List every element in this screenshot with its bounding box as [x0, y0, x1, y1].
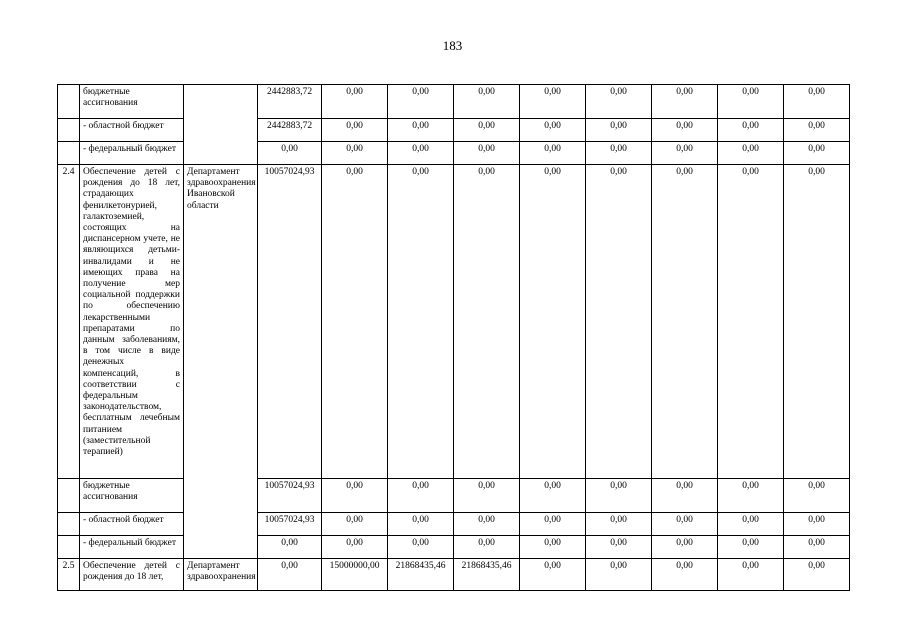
row-label: Обеспечение детей с рождения до 18 лет, страдающих фенилкетонурией, галактоземией, состоящих на диспансерном учете, не являющихся детьми-инвалидами и не имеющих права на получение мер социальной поддержки по обеспечению лекарственными препаратами по данным заболеваниям, в том числе в виде денежных компенсаций, в соответствии с федеральным законодательством, бесплатным лечебным питанием (заместительной терапией): [80, 165, 184, 479]
value-cell: 0,00: [784, 119, 850, 142]
row-index: 2.4: [58, 165, 80, 479]
table-row: [58, 142, 850, 165]
value-cell: 0,00: [652, 559, 718, 591]
value-cell: 0,00: [258, 559, 322, 591]
value-cell: 0,00: [652, 85, 718, 119]
value-cell: 0,00: [718, 559, 784, 591]
value-cell: 0,00: [784, 479, 850, 513]
value-cell: 0,00: [586, 85, 652, 119]
row-index: [58, 536, 80, 559]
value-cell: 10057024,93: [258, 513, 322, 536]
value-cell: 10057024,93: [258, 165, 322, 479]
value-cell: 0,00: [784, 85, 850, 119]
value-cell: 0,00: [388, 142, 454, 165]
value-cell: 0,00: [322, 513, 388, 536]
value-cell: 0,00: [388, 85, 454, 119]
value-cell: 0,00: [718, 142, 784, 165]
value-cell: 0,00: [586, 165, 652, 479]
value-cell: 0,00: [652, 165, 718, 479]
row-label: Обеспечение детей с рождения до 18 лет,: [80, 559, 184, 591]
budget-table: [57, 84, 850, 591]
value-cell: 0,00: [388, 479, 454, 513]
value-cell: 0,00: [454, 479, 520, 513]
value-cell: 0,00: [784, 142, 850, 165]
row-label: бюджетные ассигнования: [80, 479, 184, 513]
value-cell: 21868435,46: [388, 559, 454, 591]
row-index: 2.5: [58, 559, 80, 591]
value-cell: 0,00: [784, 559, 850, 591]
value-cell: 0,00: [586, 536, 652, 559]
table-row: [58, 559, 850, 591]
value-cell: 0,00: [454, 536, 520, 559]
table-row: [58, 119, 850, 142]
value-cell: 10057024,93: [258, 479, 322, 513]
value-cell: 0,00: [652, 536, 718, 559]
table-row: [58, 536, 850, 559]
value-cell: 0,00: [586, 513, 652, 536]
value-cell: 0,00: [322, 536, 388, 559]
responsible-cell: Департамент здравоохранения Ивановской области: [184, 165, 258, 559]
value-cell: 0,00: [652, 119, 718, 142]
value-cell: 0,00: [258, 536, 322, 559]
value-cell: 0,00: [718, 85, 784, 119]
value-cell: 0,00: [454, 142, 520, 165]
value-cell: 0,00: [718, 165, 784, 479]
value-cell: 0,00: [652, 479, 718, 513]
table-row: [58, 85, 850, 119]
row-label: - областной бюджет: [80, 119, 184, 142]
row-index: [58, 142, 80, 165]
value-cell: 0,00: [520, 142, 586, 165]
value-cell: 0,00: [520, 119, 586, 142]
value-cell: 0,00: [718, 513, 784, 536]
row-label: - областной бюджет: [80, 513, 184, 536]
value-cell: 0,00: [520, 536, 586, 559]
value-cell: 0,00: [322, 165, 388, 479]
value-cell: 0,00: [718, 536, 784, 559]
value-cell: 0,00: [454, 165, 520, 479]
value-cell: 0,00: [652, 142, 718, 165]
row-label: бюджетные ассигнования: [80, 85, 184, 119]
value-cell: 0,00: [586, 142, 652, 165]
value-cell: 0,00: [586, 479, 652, 513]
value-cell: 0,00: [520, 559, 586, 591]
table-row: [58, 479, 850, 513]
value-cell: 0,00: [784, 513, 850, 536]
row-index: [58, 119, 80, 142]
row-label: - федеральный бюджет: [80, 536, 184, 559]
value-cell: 0,00: [520, 165, 586, 479]
value-cell: 0,00: [454, 119, 520, 142]
table-row: [58, 513, 850, 536]
value-cell: 0,00: [454, 85, 520, 119]
value-cell: 0,00: [718, 479, 784, 513]
value-cell: 0,00: [322, 479, 388, 513]
row-index: [58, 479, 80, 513]
page-number: 183: [442, 38, 463, 53]
value-cell: 2442883,72: [258, 85, 322, 119]
row-label: - федеральный бюджет: [80, 142, 184, 165]
value-cell: 15000000,00: [322, 559, 388, 591]
value-cell: 0,00: [322, 142, 388, 165]
value-cell: 0,00: [520, 513, 586, 536]
value-cell: 0,00: [652, 513, 718, 536]
value-cell: 0,00: [586, 119, 652, 142]
value-cell: 0,00: [322, 119, 388, 142]
row-index: [58, 513, 80, 536]
row-index: [58, 85, 80, 119]
value-cell: 0,00: [520, 479, 586, 513]
value-cell: 0,00: [388, 513, 454, 536]
value-cell: 0,00: [784, 536, 850, 559]
value-cell: 0,00: [520, 85, 586, 119]
value-cell: 0,00: [586, 559, 652, 591]
value-cell: 2442883,72: [258, 119, 322, 142]
value-cell: 0,00: [718, 119, 784, 142]
responsible-cell: Департамент здравоохранения: [184, 559, 258, 591]
responsible-cell: [184, 85, 258, 165]
value-cell: 0,00: [258, 142, 322, 165]
value-cell: 0,00: [388, 165, 454, 479]
value-cell: 0,00: [454, 513, 520, 536]
value-cell: 0,00: [784, 165, 850, 479]
table-row: [58, 165, 850, 479]
value-cell: 0,00: [388, 119, 454, 142]
value-cell: 0,00: [322, 85, 388, 119]
value-cell: 0,00: [388, 536, 454, 559]
value-cell: 21868435,46: [454, 559, 520, 591]
